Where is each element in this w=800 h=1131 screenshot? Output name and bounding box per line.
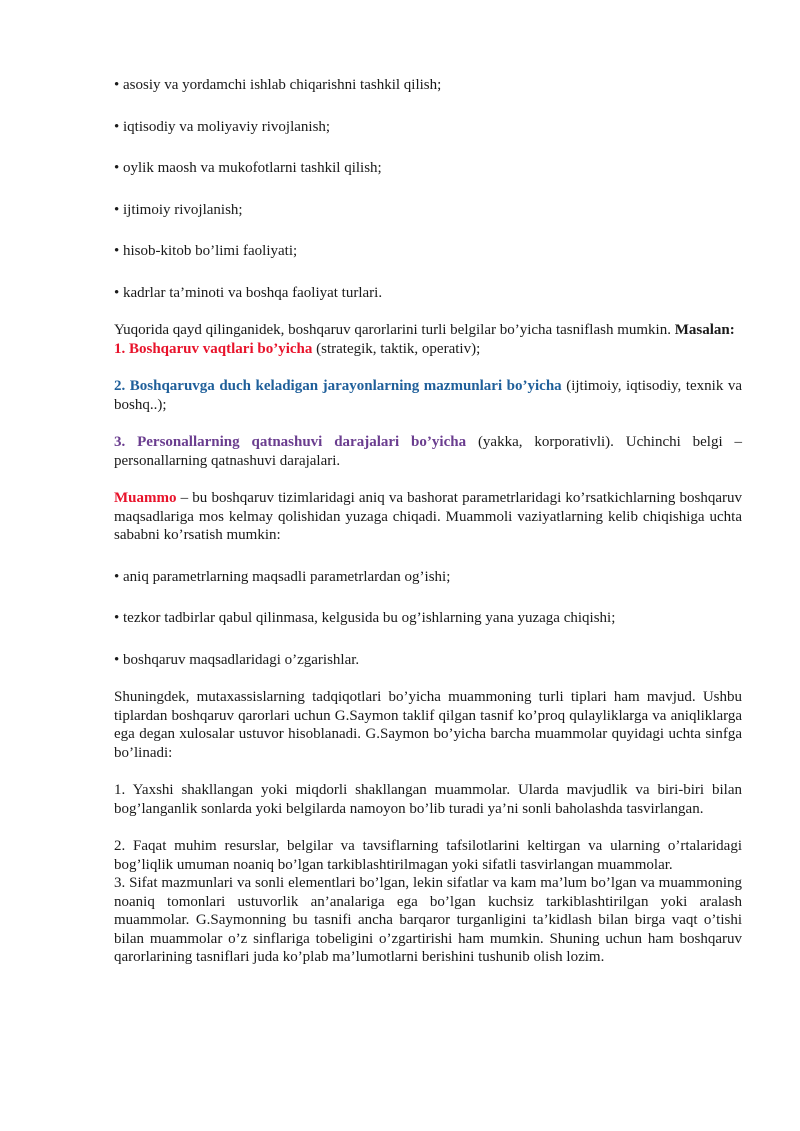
muammo-term: Muammo bbox=[114, 490, 177, 506]
classification-detail: (strategik, taktik, operativ); bbox=[312, 340, 481, 357]
saymon-intro-paragraph: Shuningdek, mutaxassislarning tadqiqotlari bo’yicha muammoning turli tiplari ham mavjud. Ushbu tiplardan boshqaruv qarorlari uchun G.Saymon taklif qilgan tasnif ko’proq qulayliklarga va aniqliklarga ega degan xulosalar ustuvor hisoblanadi. G.Saymon bo’yicha barcha muammolar quyidagi uchta sinfga bo’linadi: bbox=[114, 689, 742, 761]
problem-class-3: 3. Sifat mazmunlari va sonli elementlari bo’lgan, lekin sifatlar va kam ma’lum bo’lgan va muammoning noaniq tomonlari ustuvorlik an’analariga ega bo’lgan kuchsiz tarkiblashtirilgan yoki aralash muammolar. G.Saymonning bu tasnifi ancha barqaror turganligini ta’kidlash bilan birga vaqt o’tishi bilan muammolar o’z sinflariga tobeligini o’zgartirishi ham mumkin. Shuning uchun ham boshqaruv qarorlarining tasniflari juda ko’plab ma’lumotlarni berishini tushunib olish lozim. bbox=[114, 875, 742, 965]
list-item: • kadrlar ta’minoti va boshqa faoliyat turlari. bbox=[114, 284, 383, 301]
intro-paragraph bbox=[114, 321, 742, 340]
classification-detail: (yakka, korporativli). Uchinchi belgi – personallarning qatnashuvi darajalari. bbox=[114, 434, 742, 469]
classification-item-1 bbox=[114, 340, 742, 359]
classification-item-2 bbox=[114, 377, 742, 414]
list-item: • boshqaruv maqsadlaridagi o’zgarishlar. bbox=[114, 651, 360, 668]
problem-class-1: 1. Yaxshi shakllangan yoki miqdorli shakllangan muammolar. Ularda mavjudlik va biri-biri bilan bog’langanlik sonlarda yoki belgilarda namoyon bo’lib turadi ya’ni sonli baholashda tasvirlangan. bbox=[114, 782, 742, 817]
classification-heading: 1. Boshqaruv vaqtlari bo’yicha bbox=[114, 340, 313, 357]
document-page bbox=[114, 76, 742, 967]
classification-heading: 3. Personallarning qatnashuvi darajalari bo’yicha bbox=[114, 434, 467, 450]
list-item: • tezkor tadbirlar qabul qilinmasa, kelgusida bu og’ishlarning yana yuzaga chiqishi; bbox=[114, 610, 616, 626]
classification-item-3 bbox=[114, 433, 742, 470]
list-item: • asosiy va yordamchi ishlab chiqarishni tashkil qilish; bbox=[114, 77, 442, 93]
list-item: • aniq parametrlarning maqsadli parametrlardan og’ishi; bbox=[114, 568, 451, 585]
list-item: • iqtisodiy va moliyaviy rivojlanish; bbox=[114, 118, 331, 135]
muammo-paragraph bbox=[114, 489, 742, 545]
problem-class-2: 2. Faqat muhim resurslar, belgilar va tavsiflarning tafsilotlarini keltirgan va ularning o’rtalaridagi bog’liqlik umuman noaniq bo’lgan tarkiblashtirilmagan yoki sifatli tasvirlangan muammolar. bbox=[114, 838, 742, 873]
list-item: • ijtimoiy rivojlanish; bbox=[114, 201, 243, 218]
list-item: • hisob-kitob bo’limi faoliyati; bbox=[114, 243, 298, 259]
intro-text: Yuqorida qayd qilinganidek, boshqaruv qarorlarini turli belgilar bo’yicha tasniflash mumkin. bbox=[114, 322, 671, 338]
masalan-label: Masalan: bbox=[674, 322, 735, 338]
classification-heading: 2. Boshqaruvga duch keladigan jarayonlarning mazmunlari bo’yicha bbox=[114, 378, 562, 394]
list-item: • oylik maosh va mukofotlarni tashkil qilish; bbox=[114, 160, 382, 176]
muammo-definition: – bu boshqaruv tizimlaridagi aniq va bashorat parametrlaridagi ko’rsatkichlarning boshqaruv maqsadlariga mos kelmay qolishidan yuzaga chiqadi. Muammoli vaziyatlarning kelib chiqishiga uchta sababni ko’rsatish mumkin: bbox=[114, 490, 742, 543]
classification-detail: (ijtimoiy, iqtisodiy, texnik va boshq..); bbox=[114, 378, 743, 413]
